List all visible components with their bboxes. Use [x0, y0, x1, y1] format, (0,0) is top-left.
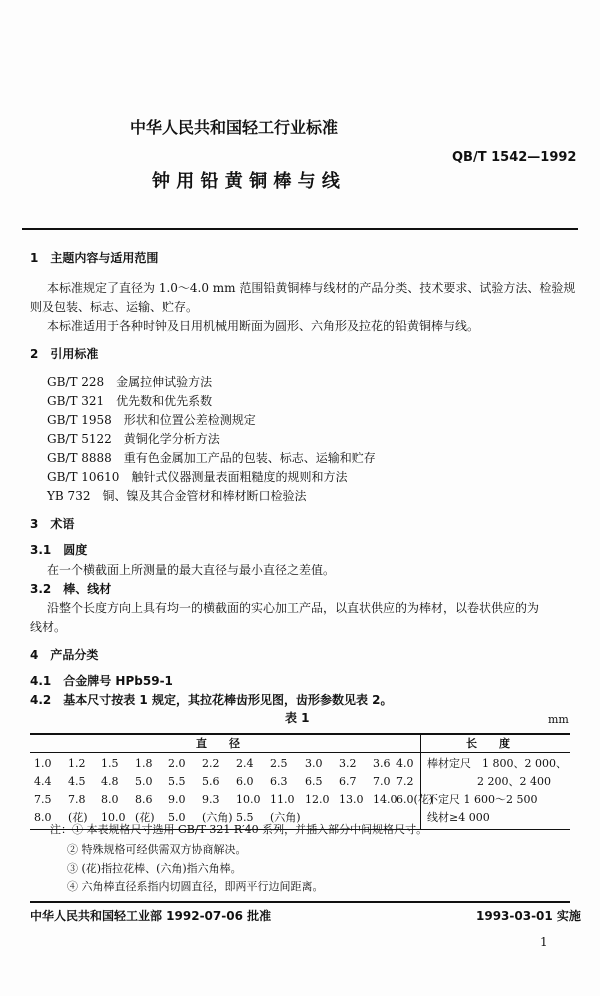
table-cell: 6.7	[339, 775, 357, 788]
table-cell: 7.2	[396, 775, 414, 788]
table-cell: (花)	[68, 811, 88, 824]
table-cell: 2.0	[168, 757, 186, 770]
table-cell: 6.5	[305, 775, 323, 788]
table-cell: 5.0	[168, 811, 186, 824]
document-title: 钟 用 铅 黄 铜 棒 与 线	[152, 171, 340, 192]
section-heading: 4 产品分类	[30, 648, 99, 662]
paragraph: 本标准规定了直径为 1.0～4.0 mm 范围铅黄铜棒与线材的产品分类、技术要求、试验方法、检验规	[47, 281, 576, 295]
table-cell: 5.6	[202, 775, 220, 788]
table-cell: (花)	[135, 811, 155, 824]
table-cell: 1.2	[68, 757, 86, 770]
paragraph: 在一个横截面上所测量的最大直径与最小直径之差值。	[47, 563, 336, 577]
footer-rule	[30, 901, 570, 903]
table-cell: (六角)	[202, 811, 233, 824]
reference-item: GB/T 10610 触针式仪器测量表面粗糙度的规则和方法	[47, 470, 348, 484]
table-cell: 4.5	[68, 775, 86, 788]
table-cell: 1.5	[101, 757, 119, 770]
length-cell: 线材≥4 000	[427, 811, 490, 824]
section-heading: 1 主题内容与适用范围	[30, 251, 159, 265]
effective-date: 1993-03-01 实施	[476, 909, 581, 923]
table-note: ② 特殊规格可经供需双方协商解决。	[67, 843, 247, 856]
column-header-diameter: 直 径	[196, 737, 240, 750]
table-cell: 5.5	[236, 811, 254, 824]
table-cell: 3.2	[339, 757, 357, 770]
table-cell: 5.0	[135, 775, 153, 788]
approval-text: 中华人民共和国轻工业部 1992-07-06 批准	[30, 909, 272, 923]
table-cell: 4.0	[396, 757, 414, 770]
org-standard-title: 中华人民共和国轻工行业标准	[130, 118, 339, 137]
table-cell: 12.0	[305, 793, 330, 806]
table-cell: 6.0	[236, 775, 254, 788]
table-cell: 10.0	[236, 793, 261, 806]
table-cell: 8.0	[101, 793, 119, 806]
table-cell: 9.3	[202, 793, 220, 806]
table-cell: 7.0	[373, 775, 391, 788]
table-unit: mm	[548, 713, 569, 726]
table-cell: 7.5	[34, 793, 52, 806]
length-cell: 不定尺 1 600～2 500	[427, 793, 538, 806]
standard-code: QB/T 1542—1992	[452, 150, 577, 165]
table-cell: 2.2	[202, 757, 220, 770]
table-cell: 7.8	[68, 793, 86, 806]
subsection-heading: 4.1 合金牌号 HPb59-1	[30, 674, 173, 688]
table-cell: 10.0	[101, 811, 126, 824]
reference-item: GB/T 8888 重有色金属加工产品的包装、标志、运输和贮存	[47, 451, 376, 465]
table-cell: 6.3	[270, 775, 288, 788]
table-cell: 11.0	[270, 793, 295, 806]
reference-item: GB/T 321 优先数和优先系数	[47, 394, 213, 408]
paragraph: 则及包装、标志、运输、贮存。	[30, 300, 199, 314]
paragraph: 本标准适用于各种时钟及日用机械用断面为圆形、六角形及拉花的铅黄铜棒与线。	[47, 319, 480, 333]
reference-item: GB/T 228 金属拉伸试验方法	[47, 375, 213, 389]
length-cell: 2 200、2 400	[477, 775, 551, 788]
section-heading: 2 引用标准	[30, 347, 99, 361]
length-cell: 棒材定尺 1 800、2 000、	[427, 757, 567, 770]
table-cell: 14.0	[373, 793, 398, 806]
reference-item: GB/T 5122 黄铜化学分析方法	[47, 432, 220, 446]
table-cell: 2.4	[236, 757, 254, 770]
table-cell: 13.0	[339, 793, 364, 806]
reference-item: YB 732 铜、镍及其合金管材和棒材断口检验法	[47, 489, 307, 503]
header-rule	[22, 228, 578, 230]
table-cell: 1.0	[34, 757, 52, 770]
page-number: 1	[540, 935, 548, 949]
table-cell: 3.6	[373, 757, 391, 770]
table-header-rule	[30, 752, 570, 753]
table-cell: 6.0(花)	[396, 793, 434, 806]
paragraph: 沿整个长度方向上具有均一的横截面的实心加工产品，以直状供应的为棒材，以卷状供应的为	[47, 601, 540, 615]
section-heading: 3 术语	[30, 517, 75, 531]
table-cell: 2.5	[270, 757, 288, 770]
table-cell: 8.6	[135, 793, 153, 806]
table-cell: 9.0	[168, 793, 186, 806]
table-cell: 1.8	[135, 757, 153, 770]
table-caption: 表 1	[285, 711, 310, 725]
subsection-heading: 3.2 棒、线材	[30, 582, 112, 596]
subsection-heading: 4.2 基本尺寸按表 1 规定，其拉花棒齿形见图，齿形参数见表 2。	[30, 693, 393, 707]
table-note: ④ 六角棒直径系指内切圆直径，即两平行边间距离。	[67, 880, 324, 893]
table-cell: 8.0	[34, 811, 52, 824]
table-cell: 5.5	[168, 775, 186, 788]
table-cell: 4.8	[101, 775, 119, 788]
table-cell: 4.4	[34, 775, 52, 788]
reference-item: GB/T 1958 形状和位置公差检测规定	[47, 413, 256, 427]
column-header-length: 长 度	[466, 737, 510, 750]
table-divider	[420, 733, 421, 829]
table-cell: (六角)	[270, 811, 301, 824]
table-note: 注：① 本表规格尺寸选用 GB/T 321 R′40 系列，并插入部分中间规格尺寸。	[50, 823, 428, 836]
subsection-heading: 3.1 圆度	[30, 543, 88, 557]
table-note: ③ (花)指拉花棒、(六角)指六角棒。	[67, 862, 242, 875]
table-top-rule	[30, 733, 570, 735]
table-cell: 3.0	[305, 757, 323, 770]
paragraph: 线材。	[30, 620, 67, 634]
